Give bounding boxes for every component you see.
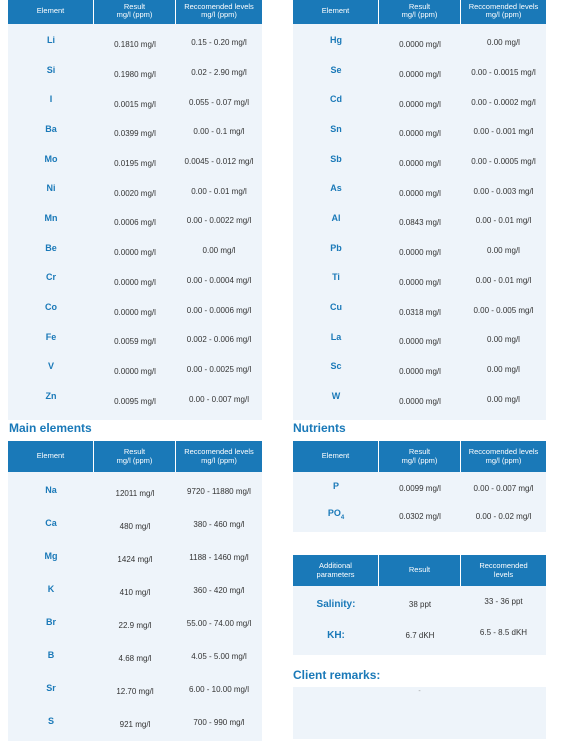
table-row <box>293 589 546 620</box>
nutrients-title: Nutrients <box>293 421 346 435</box>
element-cell <box>8 650 94 660</box>
element-cell <box>8 617 94 627</box>
element-cell <box>8 94 94 104</box>
element-cell <box>8 243 94 253</box>
table-row <box>293 28 546 58</box>
element-symbol: Hg <box>330 34 342 45</box>
recommended-cell: 0.00 - 0.005 mg/l <box>473 305 534 315</box>
table-row <box>293 474 546 502</box>
result-cell: 0.0099 mg/l <box>399 483 441 493</box>
header-element: Element <box>293 0 379 24</box>
header-result: Result <box>379 555 461 586</box>
recommended-cell: 0.00 - 0.0006 mg/l <box>186 305 252 315</box>
additional-table <box>293 555 546 655</box>
element-cell <box>293 94 379 104</box>
result-cell: 0.0195 mg/l <box>114 159 156 169</box>
recommended-cell: 0.02 - 2.90 mg/l <box>191 68 247 78</box>
header-result: Result mg/l (ppm) <box>94 0 176 24</box>
recommended-cell: 0.00 - 0.0022 mg/l <box>186 216 252 226</box>
recommended-cell: 0.0045 - 0.012 mg/l <box>184 157 254 167</box>
recommended-cell: 0.00 - 0.1 mg/l <box>193 127 245 137</box>
table-row <box>8 541 262 574</box>
recommended-cell: 0.00 - 0.01 mg/l <box>475 216 532 226</box>
element-symbol: Sc <box>330 361 342 372</box>
recommended-cell: 0.15 - 0.20 mg/l <box>191 38 247 48</box>
recommended-cell: 0.00 - 0.0025 mg/l <box>186 364 252 374</box>
table-row <box>8 384 262 414</box>
table-row <box>8 58 262 88</box>
result-cell: 0.0000 mg/l <box>399 70 441 80</box>
result-cell: 0.0000 mg/l <box>399 277 441 287</box>
table-body <box>293 24 546 420</box>
table-row <box>293 236 546 266</box>
table-row <box>293 87 546 117</box>
table-row <box>8 607 262 640</box>
element-cell <box>8 518 94 528</box>
header-result: Result mg/l (ppm) <box>379 0 461 24</box>
table-row <box>293 620 546 651</box>
client-remarks-text: - <box>418 688 421 695</box>
main-elements-title: Main elements <box>9 421 92 435</box>
trace-table-left <box>8 0 262 420</box>
recommended-cell: 0.00 - 0.02 mg/l <box>475 511 532 521</box>
result-cell: 0.0000 mg/l <box>399 159 441 169</box>
element-symbol: Ba <box>45 123 57 134</box>
recommended-cell: 0.00 mg/l <box>487 246 520 256</box>
table-row <box>8 673 262 706</box>
element-symbol: Co <box>45 302 57 313</box>
element-symbol: P <box>332 481 339 491</box>
result-cell: 0.0000 mg/l <box>114 248 156 258</box>
element-symbol: Be <box>45 242 57 253</box>
result-cell: 0.0095 mg/l <box>114 396 156 406</box>
result-cell: 0.1810 mg/l <box>114 40 156 50</box>
result-cell: 410 mg/l <box>119 588 151 597</box>
table-body <box>293 472 546 532</box>
recommended-cell: 0.00 mg/l <box>487 335 520 345</box>
element-cell <box>8 154 94 164</box>
element-cell <box>293 332 379 342</box>
table-body <box>8 24 262 420</box>
element-symbol: Mg <box>44 550 58 561</box>
param-cell: Salinity: <box>316 599 356 610</box>
table-row <box>8 28 262 58</box>
table-header <box>293 0 546 24</box>
element-cell <box>293 361 379 371</box>
client-remarks-box <box>293 687 546 739</box>
table-row <box>8 295 262 325</box>
element-cell <box>293 508 379 521</box>
header-element: Element <box>8 0 94 24</box>
table-body <box>8 472 262 741</box>
recommended-cell: 380 - 460 mg/l <box>193 520 245 529</box>
recommended-cell: 1188 - 1460 mg/l <box>189 553 249 562</box>
element-symbol: Mn <box>44 212 58 223</box>
result-cell: 0.0399 mg/l <box>114 129 156 139</box>
result-cell: 12.70 mg/l <box>116 687 154 696</box>
header-recommended: Reccomended levels mg/l (ppm) <box>184 1 254 19</box>
element-symbol: K <box>47 583 55 594</box>
element-symbol: B <box>47 649 55 660</box>
recommended-cell: 0.00 - 0.0015 mg/l <box>471 68 536 78</box>
main-elements-table <box>8 441 262 741</box>
element-cell <box>293 35 379 45</box>
result-cell: 22.9 mg/l <box>118 621 152 630</box>
element-symbol: La <box>330 331 342 342</box>
result-cell: 0.0015 mg/l <box>114 99 156 109</box>
element-symbol: Si <box>46 64 56 75</box>
table-row <box>8 266 262 296</box>
table-row <box>8 176 262 206</box>
element-cell <box>8 124 94 134</box>
table-row <box>8 206 262 236</box>
element-cell <box>8 272 94 282</box>
element-cell <box>8 183 94 193</box>
table-row <box>293 355 546 385</box>
header-recommended: Reccomended levels <box>479 561 528 579</box>
element-symbol: I <box>49 94 53 105</box>
element-cell <box>293 243 379 253</box>
element-cell <box>293 65 379 75</box>
recommended-cell: 9720 - 11880 mg/l <box>187 487 251 496</box>
element-cell <box>293 213 379 223</box>
recommended-cell: 0.00 - 0.001 mg/l <box>473 127 534 137</box>
table-body <box>293 586 546 655</box>
recommended-cell: 0.00 - 0.0005 mg/l <box>471 157 536 167</box>
table-row <box>293 502 546 530</box>
result-cell: 12011 mg/l <box>115 489 155 498</box>
header-result: Result mg/l (ppm) <box>94 441 176 472</box>
element-symbol: Sr <box>46 682 56 693</box>
element-symbol: Mo <box>44 153 58 164</box>
header-result: Result mg/l (ppm) <box>379 441 461 472</box>
table-row <box>8 236 262 266</box>
element-symbol: S <box>47 715 54 726</box>
element-cell <box>293 481 379 491</box>
client-remarks-title: Client remarks: <box>293 668 381 682</box>
element-symbol: Pb <box>330 242 342 253</box>
recommended-cell: 0.002 - 0.006 mg/l <box>186 335 252 345</box>
table-row <box>8 508 262 541</box>
element-cell <box>8 584 94 594</box>
table-row <box>293 325 546 355</box>
result-cell: 0.0000 mg/l <box>399 40 441 50</box>
element-cell <box>8 391 94 401</box>
element-cell <box>293 154 379 164</box>
table-header <box>8 441 262 472</box>
recommended-cell: 0.00 - 0.007 mg/l <box>473 483 534 493</box>
result-cell: 0.0318 mg/l <box>399 307 441 317</box>
table-row <box>293 295 546 325</box>
table-row <box>293 384 546 414</box>
result-cell: 0.0000 mg/l <box>114 366 156 376</box>
result-cell: 0.1980 mg/l <box>114 70 156 80</box>
recommended-cell: 0.00 mg/l <box>487 364 520 374</box>
recommended-cell: 0.00 mg/l <box>487 38 520 48</box>
table-row <box>8 640 262 673</box>
element-symbol: Al <box>331 212 341 223</box>
result-cell: 0.0000 mg/l <box>114 277 156 287</box>
result-cell: 0.0059 mg/l <box>114 337 156 347</box>
element-cell <box>293 391 379 401</box>
element-subscript: 4 <box>340 514 345 521</box>
element-symbol: Sb <box>330 153 342 164</box>
element-cell <box>293 124 379 134</box>
element-symbol: Cd <box>330 94 342 105</box>
table-row <box>8 87 262 117</box>
recommended-cell: 700 - 990 mg/l <box>193 718 245 727</box>
table-row <box>293 117 546 147</box>
element-symbol: Li <box>47 34 55 45</box>
header-recommended: Reccomended levels mg/l (ppm) <box>468 1 539 19</box>
result-cell: 38 ppt <box>408 600 432 609</box>
header-recommended: Reccomended levels mg/l (ppm) <box>184 447 254 465</box>
element-cell <box>8 35 94 45</box>
element-cell <box>293 183 379 193</box>
table-row <box>293 58 546 88</box>
element-cell <box>293 272 379 282</box>
recommended-cell: 4.05 - 5.00 mg/l <box>191 652 247 661</box>
header-element: Element <box>293 441 379 472</box>
element-cell <box>8 332 94 342</box>
recommended-cell: 0.00 - 0.01 mg/l <box>191 186 247 196</box>
table-row <box>8 574 262 607</box>
result-cell: 0.0020 mg/l <box>114 188 156 198</box>
element-symbol: Br <box>45 616 56 627</box>
table-row <box>8 706 262 739</box>
param-cell: KH: <box>327 630 345 641</box>
result-cell: 0.0302 mg/l <box>399 511 441 521</box>
recommended-cell: 0.00 - 0.0002 mg/l <box>471 97 536 107</box>
recommended-cell: 6.00 - 10.00 mg/l <box>188 685 250 694</box>
result-cell: 0.0000 mg/l <box>399 337 441 347</box>
element-symbol: PO <box>327 507 341 518</box>
result-cell: 0.0000 mg/l <box>399 248 441 258</box>
result-cell: 0.0000 mg/l <box>399 129 441 139</box>
table-row <box>8 325 262 355</box>
recommended-cell: 6.5 - 8.5 dKH <box>479 628 528 637</box>
recommended-cell: 0.055 - 0.07 mg/l <box>188 97 250 107</box>
result-cell: 0.0000 mg/l <box>399 188 441 198</box>
recommended-cell: 0.00 mg/l <box>487 394 520 404</box>
result-cell: 0.0000 mg/l <box>399 99 441 109</box>
table-row <box>8 475 262 508</box>
table-row <box>293 206 546 236</box>
recommended-cell: 33 - 36 ppt <box>484 597 523 606</box>
trace-table-right <box>293 0 546 420</box>
recommended-cell: 55.00 - 74.00 mg/l <box>186 619 252 628</box>
table-row <box>8 117 262 147</box>
element-symbol: Cu <box>330 302 342 313</box>
recommended-cell: 0.00 mg/l <box>202 246 236 256</box>
element-symbol: As <box>330 183 342 194</box>
result-cell: 0.0000 mg/l <box>399 396 441 406</box>
header-element: Element <box>8 441 94 472</box>
recommended-cell: 0.00 - 0.007 mg/l <box>188 394 250 404</box>
table-header <box>293 555 546 586</box>
element-cell <box>8 213 94 223</box>
element-symbol: Fe <box>45 331 57 342</box>
recommended-cell: 0.00 - 0.0004 mg/l <box>186 275 252 285</box>
table-row <box>8 147 262 177</box>
nutrients-table <box>293 441 546 532</box>
result-cell: 480 mg/l <box>119 522 151 531</box>
element-cell <box>8 485 94 495</box>
table-row <box>293 176 546 206</box>
element-cell <box>8 716 94 726</box>
element-symbol: Ti <box>332 272 340 283</box>
result-cell: 921 mg/l <box>119 720 151 729</box>
table-row <box>293 266 546 296</box>
result-cell: 6.7 dKH <box>405 631 435 640</box>
element-cell <box>293 302 379 312</box>
recommended-cell: 0.00 - 0.003 mg/l <box>473 186 534 196</box>
element-cell <box>8 683 94 693</box>
header-recommended: Reccomended levels mg/l (ppm) <box>468 447 539 465</box>
result-cell: 0.0000 mg/l <box>399 366 441 376</box>
element-cell <box>8 361 94 371</box>
result-cell: 0.0843 mg/l <box>399 218 441 228</box>
element-cell <box>8 551 94 561</box>
result-cell: 0.0000 mg/l <box>114 307 156 317</box>
element-symbol: Cr <box>45 272 56 283</box>
table-row <box>8 355 262 385</box>
recommended-cell: 360 - 420 mg/l <box>193 586 245 595</box>
element-cell <box>8 65 94 75</box>
result-cell: 0.0006 mg/l <box>114 218 156 228</box>
table-header <box>8 0 262 24</box>
element-symbol: W <box>331 391 341 402</box>
table-header <box>293 441 546 472</box>
element-symbol: Se <box>330 64 342 75</box>
element-symbol: Ni <box>46 183 56 194</box>
element-symbol: Na <box>45 484 57 495</box>
element-symbol: Zn <box>45 391 57 402</box>
element-symbol: Sn <box>330 123 342 134</box>
result-cell: 1424 mg/l <box>117 555 153 564</box>
result-cell: 4.68 mg/l <box>118 654 152 663</box>
recommended-cell: 0.00 - 0.01 mg/l <box>475 275 532 285</box>
header-param: Additional parameters <box>293 555 379 586</box>
element-cell <box>8 302 94 312</box>
element-symbol: V <box>47 361 54 372</box>
table-row <box>293 147 546 177</box>
element-symbol: Ca <box>45 517 57 528</box>
